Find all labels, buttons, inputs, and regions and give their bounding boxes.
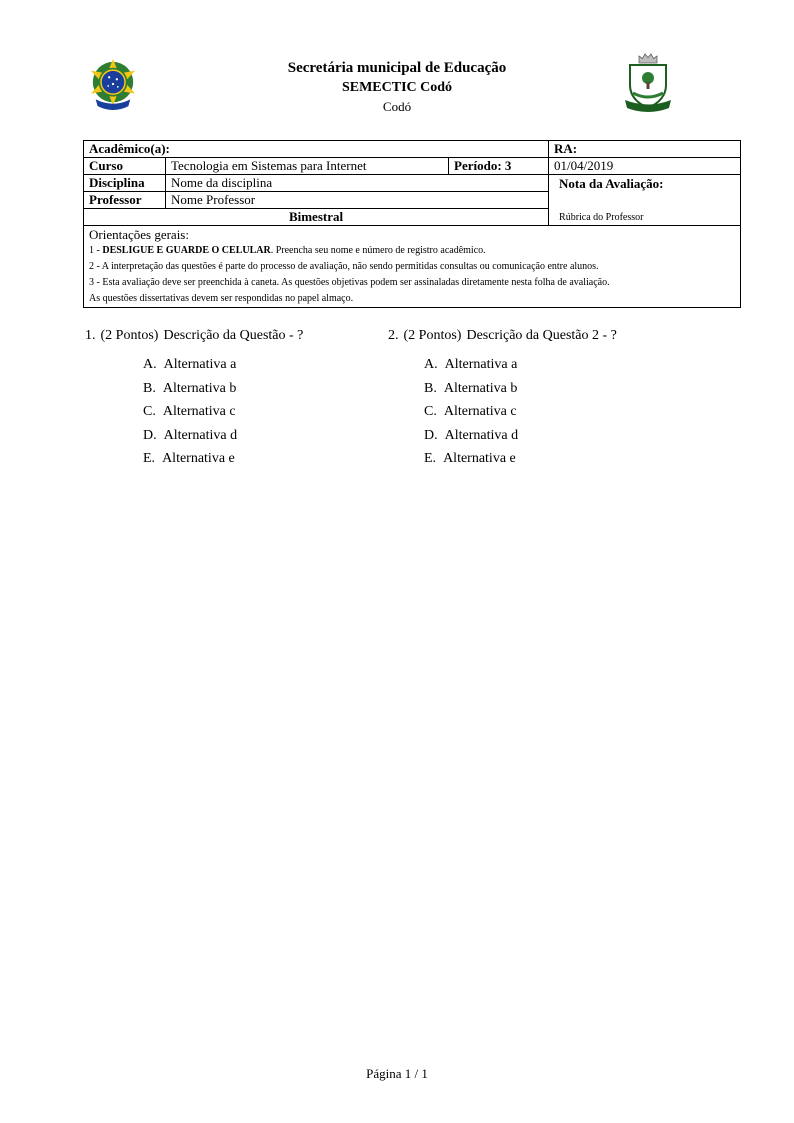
orientacoes-item-1-bold: DESLIGUE E GUARDE O CELULAR xyxy=(102,245,271,256)
alternative-letter: A. xyxy=(143,357,157,372)
curso-value: Tecnologia em Sistemas para Internet xyxy=(166,158,449,175)
disciplina-value: Nome da disciplina xyxy=(166,175,549,192)
page-number: Página 1 / 1 xyxy=(366,1066,428,1081)
header-title: Secretária municipal de Educação xyxy=(287,60,507,76)
orientacoes-title: Orientações gerais: xyxy=(89,227,189,242)
tipo-value: Bimestral xyxy=(84,209,549,226)
alternative-item xyxy=(143,424,385,448)
question-2-header xyxy=(388,328,718,344)
orientacoes-item-2: 2 - A interpretação das questões é parte do processo de avaliação, não sendo permitidas consultas ou comunicação entre alunos. xyxy=(89,261,599,272)
row-academico xyxy=(84,141,741,158)
professor-label: Professor xyxy=(84,192,166,209)
academico-label: Acadêmico(a): xyxy=(84,141,549,158)
alternative-letter: C. xyxy=(424,404,437,419)
row-orientacoes xyxy=(84,226,741,308)
professor-value: Nome Professor xyxy=(166,192,549,209)
alternative-text: Alternativa a xyxy=(444,357,518,372)
rubrica-label: Rúbrica do Professor xyxy=(559,211,644,223)
alternative-item xyxy=(143,447,385,471)
date-value: 01/04/2019 xyxy=(549,158,741,175)
alternative-letter: C. xyxy=(143,404,156,419)
alternative-item xyxy=(424,353,718,377)
orientacoes-item-1-prefix: 1 - xyxy=(89,245,100,256)
nota-cell-inner xyxy=(554,176,735,225)
curso-label: Curso xyxy=(84,158,166,175)
orientacoes-cell xyxy=(84,226,741,308)
question-1-header xyxy=(85,328,385,344)
question-2-points: (2 Pontos) xyxy=(403,328,462,343)
question-2-text: Descrição da Questão 2 - ? xyxy=(466,328,617,343)
alternative-letter: D. xyxy=(143,427,157,443)
orientacoes-item-4: As questões dissertativas devem ser respondidas no papel almaço. xyxy=(89,293,354,304)
alternative-item xyxy=(424,424,718,448)
question-1 xyxy=(85,328,385,471)
orientacoes-item-1 xyxy=(89,243,735,259)
question-1-points: (2 Pontos) xyxy=(100,328,159,343)
periodo-label: Período: 3 xyxy=(449,158,549,175)
info-table xyxy=(83,140,741,308)
alternative-item xyxy=(143,400,385,424)
alternative-letter: B. xyxy=(424,380,437,396)
alternative-item xyxy=(143,377,385,401)
alternative-letter: E. xyxy=(424,451,437,466)
question-2 xyxy=(388,328,718,471)
alternative-text: Alternativa c xyxy=(162,404,236,419)
alternative-text: Alternativa e xyxy=(443,451,516,466)
alternative-item xyxy=(424,377,718,401)
alternative-text: Alternativa e xyxy=(162,451,235,466)
disciplina-label: Disciplina xyxy=(84,175,166,192)
alternative-text: Alternativa d xyxy=(444,427,519,443)
alternative-text: Alternativa a xyxy=(163,357,237,372)
alternative-letter: A. xyxy=(424,357,438,372)
alternative-text: Alternativa d xyxy=(163,427,238,443)
nota-label: Nota da Avaliação: xyxy=(559,175,664,191)
nota-cell xyxy=(549,175,741,226)
alternative-letter: D. xyxy=(424,427,438,443)
orientacoes-item-3: 3 - Esta avaliação deve ser preenchida à caneta. As questões objetivas podem ser assinaladas diretamente nesta folha de avaliação. xyxy=(89,277,610,288)
alternative-text: Alternativa c xyxy=(443,404,517,419)
header-subtitle: SEMECTIC Codó xyxy=(341,80,453,95)
alternative-item xyxy=(143,353,385,377)
orientacoes-item-1-rest: . Preencha seu nome e número de registro acadêmico. xyxy=(270,245,486,256)
question-2-number: 2. xyxy=(388,328,399,343)
ra-label: RA: xyxy=(549,141,741,158)
question-1-number: 1. xyxy=(85,328,96,343)
question-2-alternatives xyxy=(424,353,718,471)
document-header xyxy=(0,58,794,116)
row-curso xyxy=(84,158,741,175)
alternative-text: Alternativa b xyxy=(443,380,518,396)
question-1-text: Descrição da Questão - ? xyxy=(163,328,304,343)
alternative-item xyxy=(424,447,718,471)
alternative-text: Alternativa b xyxy=(162,380,237,396)
row-disciplina xyxy=(84,175,741,192)
alternative-letter: E. xyxy=(143,451,156,466)
question-1-alternatives xyxy=(143,353,385,471)
header-city: Codó xyxy=(382,99,412,114)
alternative-letter: B. xyxy=(143,380,156,396)
alternative-item xyxy=(424,400,718,424)
